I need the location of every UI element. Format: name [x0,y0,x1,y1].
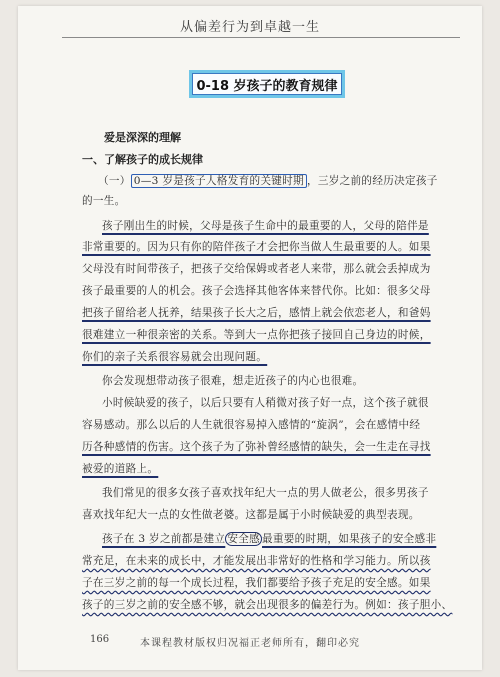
text-run: ，三岁之前的经历决定孩子 [306,175,438,187]
paragraph-line: 我们常见的很多女孩子喜欢找年纪大一点的男人做老公，很多男孩子 [102,487,429,499]
chapter-title-box [189,70,345,98]
subsection-heading: 一、了解孩子的成长规律 [82,153,203,166]
header-rule [62,37,460,38]
paragraph-line: 孩子的三岁之前的安全感不够，就会出现很多的偏差行为。例如：孩子胆小、 [82,599,453,611]
text-run: 最重要的时期，如果孩子的安全感非 [262,533,437,545]
paragraph-line: 历各种感情的伤害。这个孩子为了弥补曾经感情的缺失，会一生走在寻找 [82,441,431,453]
paragraph-line: 孩子刚出生的时候，父母是孩子生命中的最重要的人，父母的陪伴是 [102,220,429,232]
paragraph-line: 父母没有时间带孩子，把孩子交给保姆或者老人来带，那么就会丢掉成为 [82,263,431,275]
paragraph-line: 常充足，在未来的成长中，才能发展出非常好的性格和学习能力。所以孩 [82,555,431,567]
text-run: 孩子在 3 岁之前都是建立 [102,533,226,545]
paragraph-line: 被爱的道路上。 [82,463,159,475]
circled-phrase: 安全感 [227,533,260,545]
highlighted-phrase: 0—3 岁是孩子人格发育的关键时期 [131,174,307,188]
paragraph-line: 孩子最重要的人的机会。孩子会选择其他客体来替代你。比如：很多父母 [82,285,431,297]
running-header: 从偏差行为到卓越一生 [179,20,320,35]
paragraph-line [102,532,436,546]
paragraph-line: 把孩子留给老人抚养，结果孩子长大之后，感情上就会依恋老人，和爸妈 [82,307,431,319]
paragraph-line: 非常重要的。因为只有你的陪伴孩子才会把你当做人生最重要的人。如果 [82,241,431,253]
paragraph-line: 的一生。 [82,195,126,207]
paragraph-line: 喜欢找年纪大一点的女性做老婆。这都是属于小时候缺爱的典型表现。 [82,509,420,521]
paragraph-line: 你们的亲子关系很容易就会出现问题。 [82,351,268,363]
copyright-footer: 本课程教材版权归况福正老师所有，翻印必究 [140,638,360,649]
chapter-title: 0-18 岁孩子的教育规律 [196,79,338,94]
list-marker: （一） [98,175,131,187]
paragraph-line: 很难建立一种很亲密的关系。等到大一点你把孩子接回自己身边的时候， [82,329,431,341]
paragraph-line: 子在三岁之前的每一个成长过程，我们都要给予孩子充足的安全感。如果 [82,577,431,589]
paragraph-line [98,174,438,188]
section-heading: 爱是深深的理解 [104,131,181,144]
page-number: 166 [90,634,110,645]
paragraph-line: 你会发现想带动孩子很难，想走近孩子的内心也很难。 [102,375,364,387]
paragraph-line: 小时候缺爱的孩子，以后只要有人稍微对孩子好一点，这个孩子就很 [102,397,429,409]
book-page [18,6,482,670]
paragraph-line: 容易感动。那么以后的人生就很容易掉入感情的“旋涡”，会在感情中经 [82,419,421,431]
